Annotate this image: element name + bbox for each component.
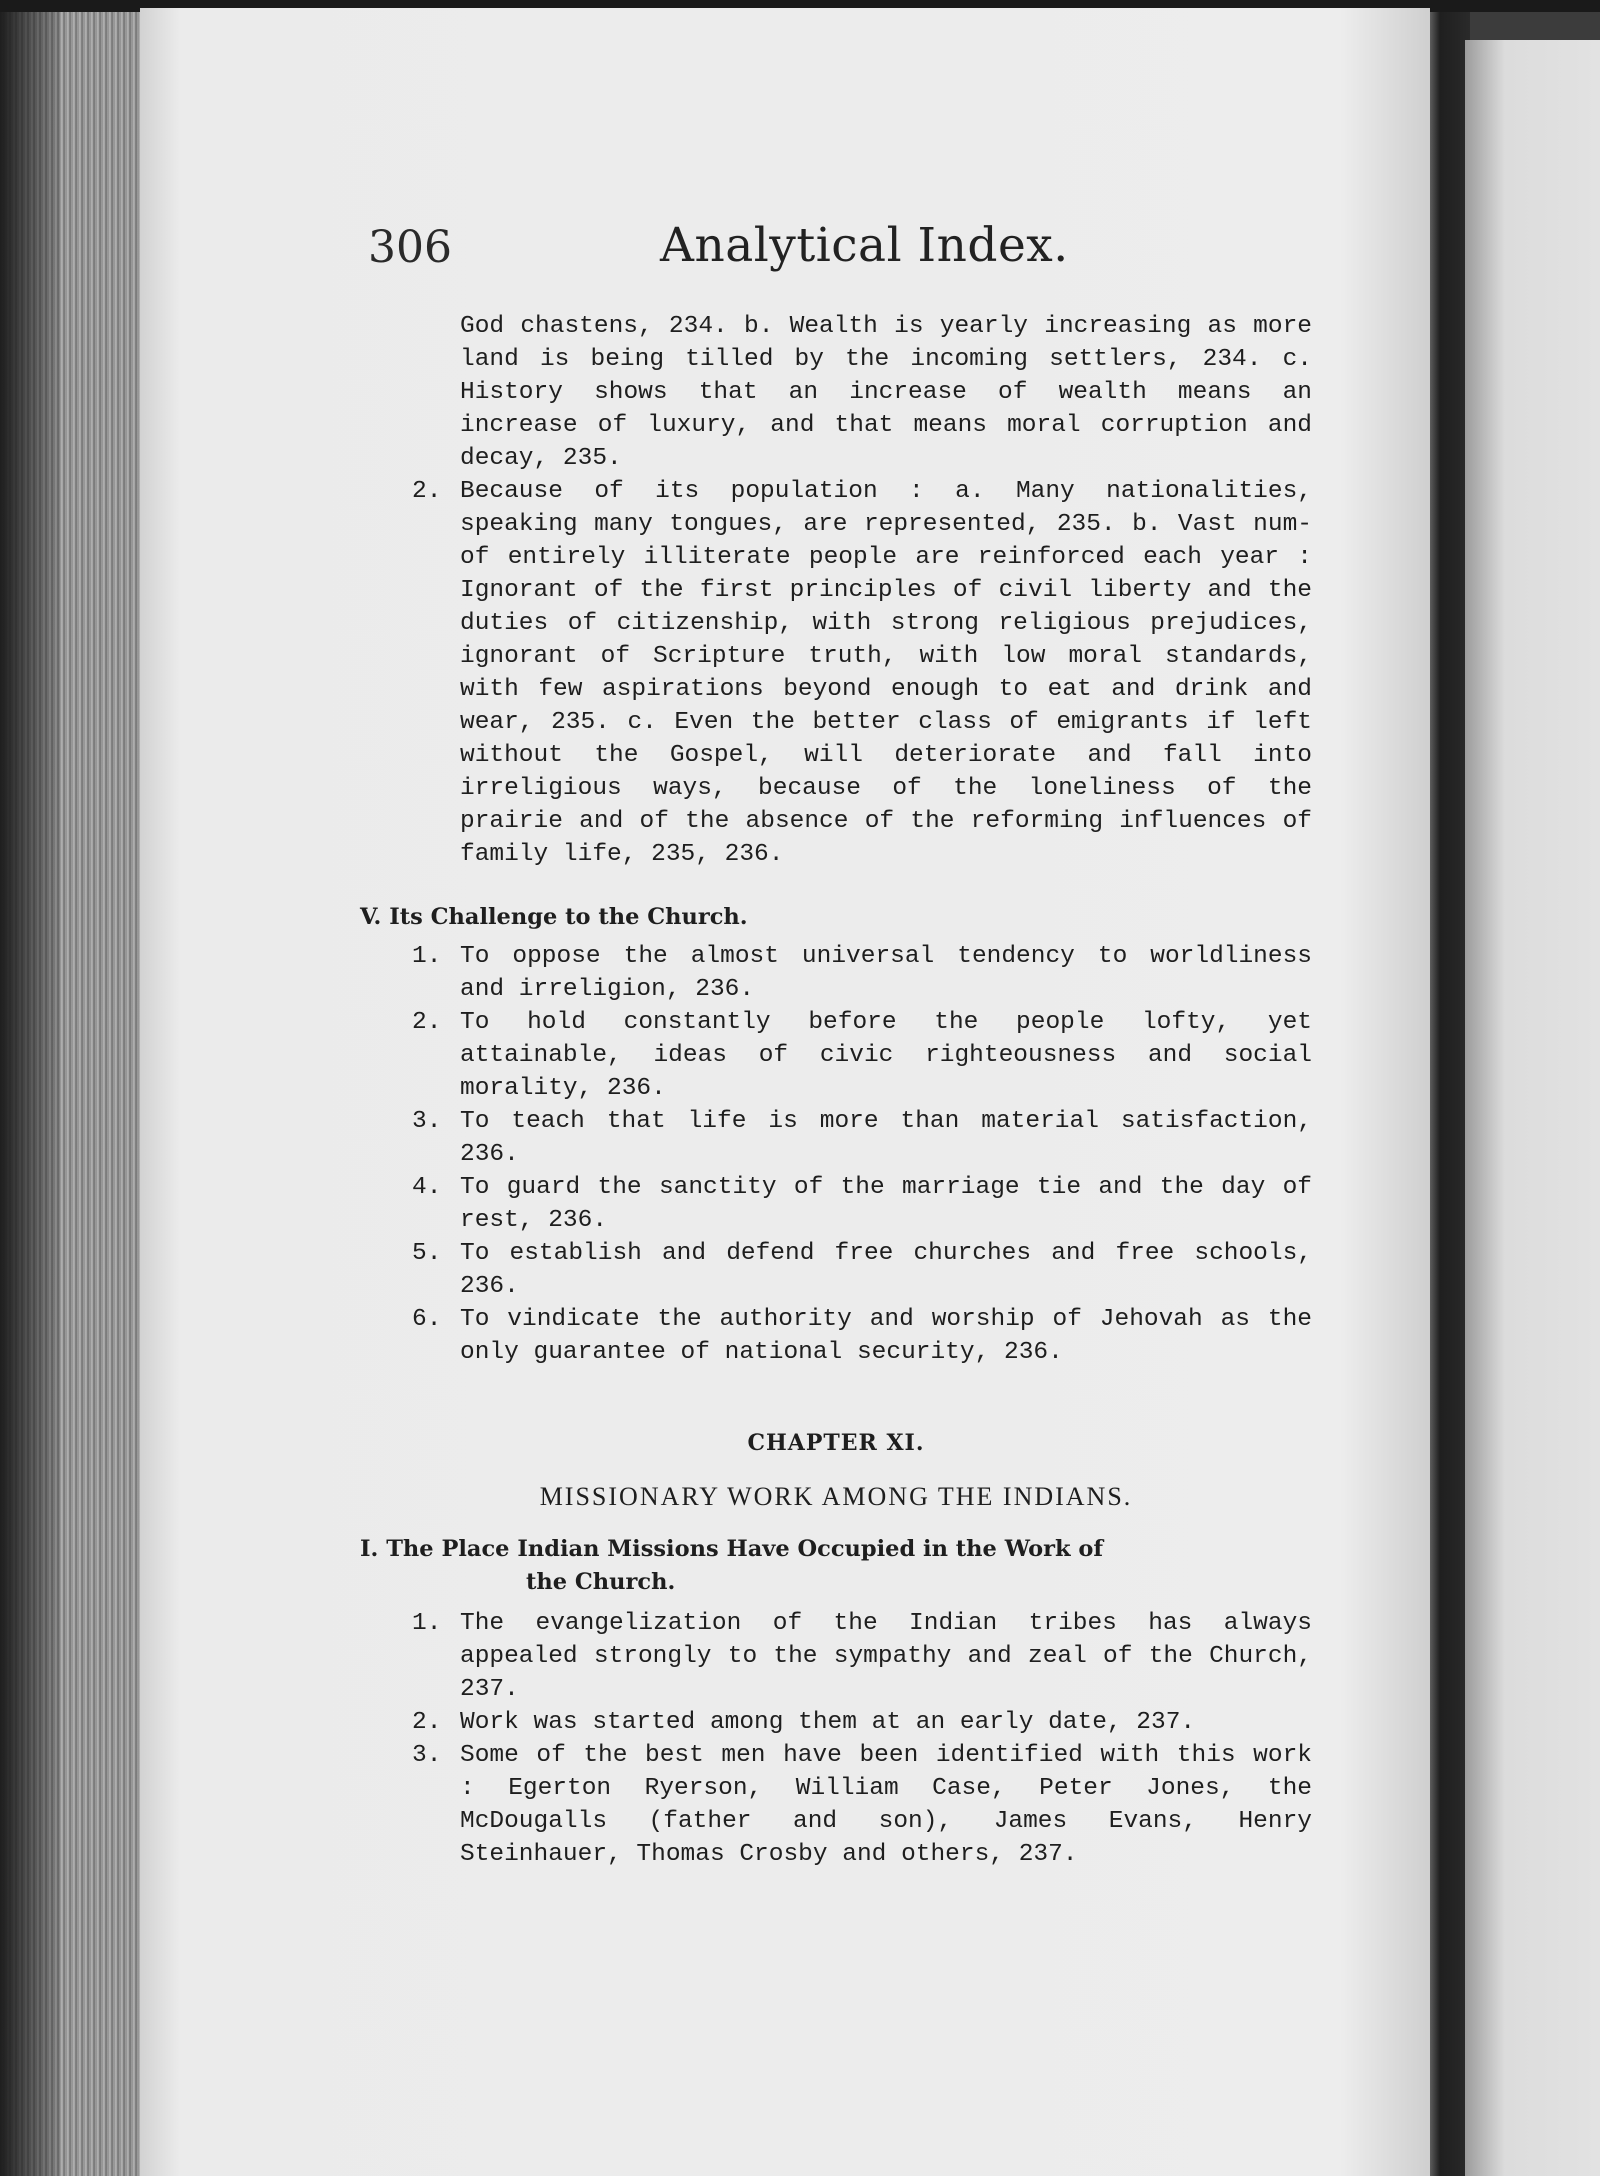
list-item	[360, 1706, 1312, 1739]
running-head	[368, 218, 1308, 288]
list-item	[360, 1105, 1312, 1171]
section-heading-v: V. Its Challenge to the Church.	[360, 904, 748, 930]
item-text: To establish and defend free churches and free schools, 236.	[460, 1240, 1312, 1300]
list-item	[360, 1303, 1312, 1369]
section-heading-line: the Church.	[526, 1569, 676, 1595]
item-number: 2.	[412, 1009, 442, 1036]
page-body	[360, 310, 1312, 1871]
item-text: The evangelization of the Indian tribes has always appealed strongly to the sympathy and zeal of the Church, 237.	[460, 1610, 1312, 1703]
chapter-title: MISSIONARY WORK AMONG THE INDIANS.	[539, 1482, 1133, 1511]
item-text: Work was started among them at an early date, 237.	[460, 1709, 1196, 1736]
item-text: To guard the sanctity of the marriage tie and the day of rest, 236.	[460, 1174, 1312, 1234]
item-number: 6.	[412, 1306, 442, 1333]
item-number: 5.	[412, 1240, 442, 1267]
list-item	[360, 1739, 1312, 1871]
item-text: Some of the best men have been identified with this work : Egerton Ryerson, William Case, Peter Jones, the McDougalls (father and son), James Evans, Henry Steinhauer, Thomas Crosby and others, 237.	[460, 1742, 1312, 1868]
item-text: To vindicate the authority and worship of Jehovah as the only guarantee of national security, 236.	[460, 1306, 1312, 1366]
item-text: To teach that life is more than material satisfaction, 236.	[460, 1108, 1312, 1168]
list-item	[360, 1607, 1312, 1706]
item-number: 4.	[412, 1174, 442, 1201]
item-text: Because of its population : a. Many nationalities, speaking many tongues, are represented, 235. b. Vast num- of entirely illiterate people are reinforced each year : Ignorant of the first principles of civil liberty and the duties of citizenship, with strong religious prejudices, ignorant of Scripture truth, with low moral standards, with few aspirations beyond enough to eat and drink and wear, 235. c. Even the better class of emigrants if left without the Gospel, will deteriorate and fall into irreligious ways, because of the loneliness of the prairie and of the absence of the reforming influences of family life, 235, 236.	[460, 478, 1312, 868]
chapter-heading: CHAPTER XI.	[747, 1430, 925, 1456]
page-number: 306	[368, 222, 452, 273]
section-heading-i	[360, 1533, 1312, 1599]
continuation-paragraph: God chastens, 234. b. Wealth is yearly increasing as more land is being tilled by the incoming settlers, 234. c. History shows that an increase of wealth means an increase of luxury, and that means moral corruption and decay, 235.	[460, 313, 1312, 472]
book-spine-shadow	[0, 0, 60, 2176]
item-text: To hold constantly before the people lofty, yet attainable, ideas of civic righteousness and social morality, 236.	[460, 1009, 1312, 1102]
item-number: 1.	[412, 943, 442, 970]
item-number: 3.	[412, 1108, 442, 1135]
list-item	[360, 1006, 1312, 1105]
list-item	[360, 1237, 1312, 1303]
item-number: 2.	[412, 478, 442, 505]
list-item	[360, 1171, 1312, 1237]
item-number: 3.	[412, 1742, 442, 1769]
page-title: Analytical Index.	[660, 218, 1069, 273]
list-item	[360, 475, 1312, 871]
item-text: To oppose the almost universal tendency to worldliness and irreligion, 236.	[460, 943, 1312, 1003]
list-item	[360, 940, 1312, 1006]
item-number: 1.	[412, 1610, 442, 1637]
facing-page	[1465, 40, 1600, 2176]
section-heading-line: I. The Place Indian Missions Have Occupied in the Work of	[360, 1536, 1104, 1562]
item-number: 2.	[412, 1709, 442, 1736]
